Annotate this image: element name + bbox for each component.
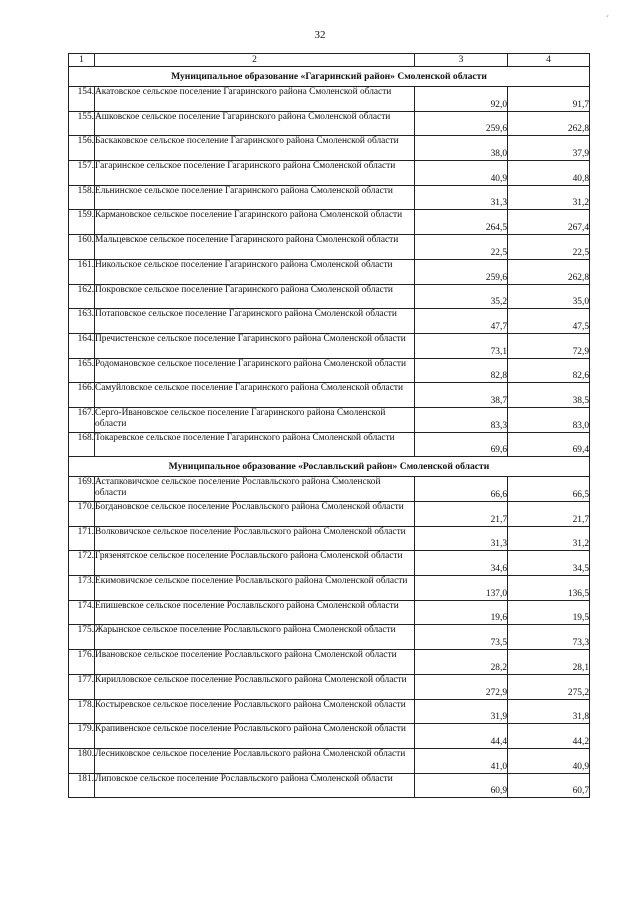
row-number: 178. — [69, 699, 95, 724]
row-number: 159. — [69, 210, 95, 235]
row-number: 169. — [69, 477, 95, 502]
table-row — [69, 724, 590, 749]
settlement-name: Пречистенское сельское поселение Гагаринского района Смоленской области — [95, 333, 415, 358]
value-col4: 19,5 — [508, 600, 590, 625]
table-row — [69, 699, 590, 724]
row-number: 165. — [69, 358, 95, 383]
settlement-name: Никольское сельское поселение Гагаринского района Смоленской области — [95, 259, 415, 284]
table-row — [69, 576, 590, 601]
table-row — [69, 674, 590, 699]
corner-mark: ´ — [606, 14, 609, 24]
value-col3: 92,0 — [415, 87, 508, 112]
table-row — [69, 235, 590, 260]
section-title: Муниципальное образование «Рославльский район» Смоленской области — [69, 457, 590, 477]
table-row — [69, 136, 590, 161]
table-row — [69, 625, 590, 650]
table-row — [69, 333, 590, 358]
row-number: 157. — [69, 161, 95, 186]
section-heading-row — [69, 67, 590, 87]
settlement-name: Епишевское сельское поселение Рославльского района Смоленской области — [95, 600, 415, 625]
value-col3: 259,6 — [415, 111, 508, 136]
table-row — [69, 526, 590, 551]
value-col3: 66,6 — [415, 477, 508, 502]
row-number: 181. — [69, 773, 95, 798]
value-col3: 38,7 — [415, 383, 508, 408]
row-number: 172. — [69, 551, 95, 576]
table-row — [69, 284, 590, 309]
value-col4: 262,8 — [508, 259, 590, 284]
value-col3: 137,0 — [415, 576, 508, 601]
value-col3: 44,4 — [415, 724, 508, 749]
row-number: 174. — [69, 600, 95, 625]
table-row — [69, 161, 590, 186]
settlement-name: Екимовичское сельское поселение Рославльского района Смоленской области — [95, 576, 415, 601]
settlement-name: Ельнинское сельское поселение Гагаринского района Смоленской области — [95, 185, 415, 210]
table-row — [69, 748, 590, 773]
value-col4: 40,8 — [508, 161, 590, 186]
row-number: 173. — [69, 576, 95, 601]
settlement-name: Мальцевское сельское поселение Гагаринского района Смоленской области — [95, 235, 415, 260]
value-col3: 28,2 — [415, 650, 508, 675]
value-col3: 31,9 — [415, 699, 508, 724]
value-col4: 82,6 — [508, 358, 590, 383]
value-col4: 69,4 — [508, 432, 590, 457]
row-number: 166. — [69, 383, 95, 408]
settlement-name: Акатовское сельское поселение Гагаринского района Смоленской области — [95, 87, 415, 112]
row-number: 163. — [69, 309, 95, 334]
value-col3: 31,3 — [415, 526, 508, 551]
value-col4: 47,5 — [508, 309, 590, 334]
settlement-name: Баскаковское сельское поселение Гагаринского района Смоленской области — [95, 136, 415, 161]
value-col3: 264,5 — [415, 210, 508, 235]
table-row — [69, 650, 590, 675]
table-row — [69, 600, 590, 625]
row-number: 160. — [69, 235, 95, 260]
settlement-name: Гагаринское сельское поселение Гагаринского района Смоленской области — [95, 161, 415, 186]
row-number: 179. — [69, 724, 95, 749]
value-col3: 82,8 — [415, 358, 508, 383]
table-row — [69, 185, 590, 210]
value-col3: 34,6 — [415, 551, 508, 576]
settlement-name: Ашковское сельское поселение Гагаринского района Смоленской области — [95, 111, 415, 136]
allocation-table — [68, 53, 590, 798]
settlement-name: Грязенятское сельское поселение Рославльского района Смоленской области — [95, 551, 415, 576]
value-col4: 267,4 — [508, 210, 590, 235]
settlement-name: Серго-Ивановское сельское поселение Гагаринского района Смоленской области — [95, 407, 415, 432]
settlement-name: Астапковичское сельское поселение Рославльского района Смоленской области — [95, 477, 415, 502]
settlement-name: Родомановское сельское поселение Гагаринского района Смоленской области — [95, 358, 415, 383]
row-number: 162. — [69, 284, 95, 309]
settlement-name: Костыревское сельское поселение Рославльского района Смоленской области — [95, 699, 415, 724]
value-col3: 35,2 — [415, 284, 508, 309]
table-row — [69, 407, 590, 432]
value-col4: 31,2 — [508, 185, 590, 210]
value-col3: 73,1 — [415, 333, 508, 358]
table-body — [69, 54, 590, 798]
row-number: 158. — [69, 185, 95, 210]
value-col4: 22,5 — [508, 235, 590, 260]
value-col4: 83,0 — [508, 407, 590, 432]
table-row — [69, 502, 590, 527]
column-header-1: 1 — [69, 54, 95, 67]
column-header-4: 4 — [508, 54, 590, 67]
value-col3: 40,9 — [415, 161, 508, 186]
table-row — [69, 383, 590, 408]
value-col4: 34,5 — [508, 551, 590, 576]
row-number: 171. — [69, 526, 95, 551]
row-number: 176. — [69, 650, 95, 675]
value-col3: 19,6 — [415, 600, 508, 625]
value-col3: 47,7 — [415, 309, 508, 334]
value-col4: 275,2 — [508, 674, 590, 699]
row-number: 180. — [69, 748, 95, 773]
table-row — [69, 111, 590, 136]
settlement-name: Токаревское сельское поселение Гагаринского района Смоленской области — [95, 432, 415, 457]
row-number: 175. — [69, 625, 95, 650]
column-header-row — [69, 54, 590, 67]
table-row — [69, 259, 590, 284]
row-number: 161. — [69, 259, 95, 284]
value-col3: 31,3 — [415, 185, 508, 210]
row-number: 155. — [69, 111, 95, 136]
value-col3: 41,0 — [415, 748, 508, 773]
section-title: Муниципальное образование «Гагаринский район» Смоленской области — [69, 67, 590, 87]
value-col4: 40,9 — [508, 748, 590, 773]
settlement-name: Волковичское сельское поселение Рославльского района Смоленской области — [95, 526, 415, 551]
row-number: 168. — [69, 432, 95, 457]
value-col4: 38,5 — [508, 383, 590, 408]
page-number: 32 — [314, 29, 326, 41]
settlement-name: Крапивенское сельское поселение Рославльского района Смоленской области — [95, 724, 415, 749]
settlement-name: Покровское сельское поселение Гагаринского района Смоленской области — [95, 284, 415, 309]
section-heading-row — [69, 457, 590, 477]
value-col4: 44,2 — [508, 724, 590, 749]
value-col3: 272,9 — [415, 674, 508, 699]
value-col4: 31,8 — [508, 699, 590, 724]
value-col3: 69,6 — [415, 432, 508, 457]
settlement-name: Ивановское сельское поселение Рославльского района Смоленской области — [95, 650, 415, 675]
value-col3: 83,3 — [415, 407, 508, 432]
column-header-2: 2 — [95, 54, 415, 67]
row-number: 164. — [69, 333, 95, 358]
settlement-name: Кармановское сельское поселение Гагаринского района Смоленской области — [95, 210, 415, 235]
value-col4: 37,9 — [508, 136, 590, 161]
settlement-name: Потаповское сельское поселение Гагаринского района Смоленской области — [95, 309, 415, 334]
row-number: 177. — [69, 674, 95, 699]
row-number: 156. — [69, 136, 95, 161]
value-col4: 262,8 — [508, 111, 590, 136]
value-col4: 72,9 — [508, 333, 590, 358]
value-col4: 60,7 — [508, 773, 590, 798]
value-col3: 22,5 — [415, 235, 508, 260]
value-col3: 259,6 — [415, 259, 508, 284]
table-row — [69, 87, 590, 112]
table-row — [69, 773, 590, 798]
row-number: 167. — [69, 407, 95, 432]
row-number: 154. — [69, 87, 95, 112]
value-col4: 73,3 — [508, 625, 590, 650]
value-col4: 35,0 — [508, 284, 590, 309]
settlement-name: Кирилловское сельское поселение Рославльского района Смоленской области — [95, 674, 415, 699]
value-col3: 60,9 — [415, 773, 508, 798]
value-col4: 91,7 — [508, 87, 590, 112]
settlement-name: Самуйловское сельское поселение Гагаринского района Смоленской области — [95, 383, 415, 408]
settlement-name: Лесниковское сельское поселение Рославльского района Смоленской области — [95, 748, 415, 773]
settlement-name: Богдановское сельское поселение Рославльского района Смоленской области — [95, 502, 415, 527]
table-row — [69, 210, 590, 235]
table-row — [69, 432, 590, 457]
row-number: 170. — [69, 502, 95, 527]
table-row — [69, 551, 590, 576]
table-row — [69, 477, 590, 502]
table-row — [69, 309, 590, 334]
value-col4: 21,7 — [508, 502, 590, 527]
value-col3: 38,0 — [415, 136, 508, 161]
value-col4: 66,5 — [508, 477, 590, 502]
value-col4: 31,2 — [508, 526, 590, 551]
value-col3: 73,5 — [415, 625, 508, 650]
settlement-name: Липовское сельское поселение Рославльского района Смоленской области — [95, 773, 415, 798]
column-header-3: 3 — [415, 54, 508, 67]
value-col4: 136,5 — [508, 576, 590, 601]
table-row — [69, 358, 590, 383]
value-col4: 28,1 — [508, 650, 590, 675]
settlement-name: Жарынское сельское поселение Рославльского района Смоленской области — [95, 625, 415, 650]
value-col3: 21,7 — [415, 502, 508, 527]
